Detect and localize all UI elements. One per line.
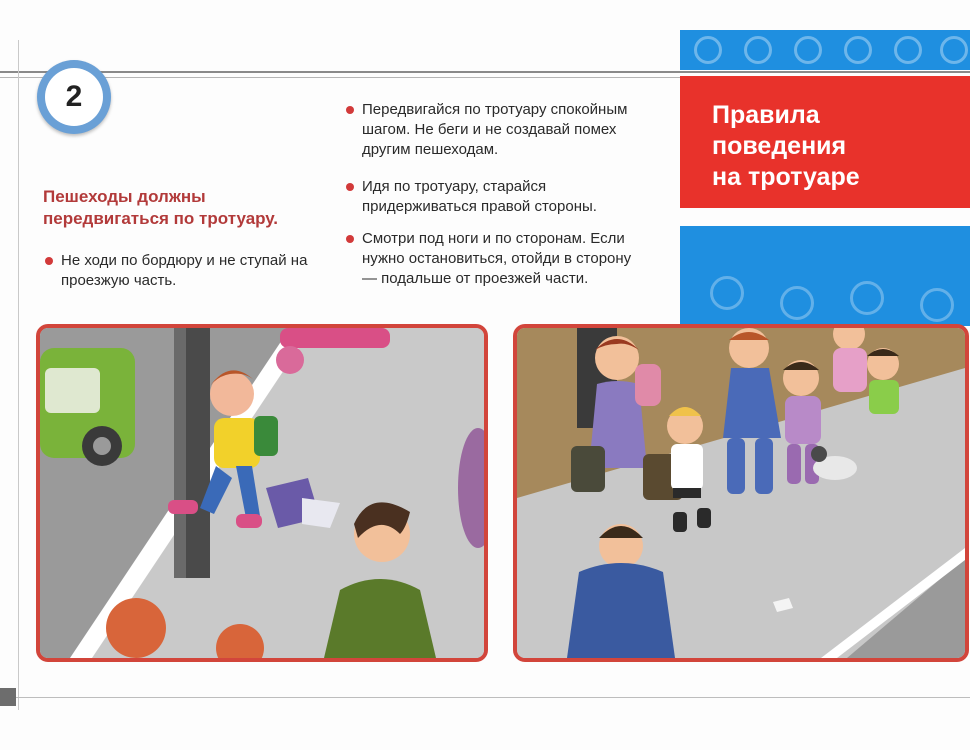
road-sign-icon (940, 36, 968, 64)
lesson-number-badge (37, 60, 111, 134)
bullet-dot-icon (346, 235, 354, 243)
road-sign-icon (744, 36, 772, 64)
section-heading-line: Пешеходы должны (43, 187, 206, 206)
bullet-dot-icon (346, 106, 354, 114)
rule-bullet-text: Передвигайся по тротуару спокойным шагом. Не беги и не создавай помех другим пешеходам. (362, 101, 628, 158)
title-block (680, 76, 970, 208)
left-margin-rule (18, 40, 19, 710)
page-title (712, 100, 860, 193)
road-sign-icon (894, 36, 922, 64)
bullet-dot-icon (45, 257, 53, 265)
section-heading-line: передвигаться по тротуару. (43, 209, 278, 228)
road-sign-icon (780, 286, 814, 320)
rule-bullet-text: Идя по тротуару, старайся придерживаться правой стороны. (362, 178, 597, 215)
header-sign-stripe (680, 30, 970, 70)
bullet-dot-icon (346, 183, 354, 191)
page-title-line: на тротуаре (712, 163, 860, 191)
road-sign-icon (850, 281, 884, 315)
rule-bullet-text: Не ходи по бордюру и не ступай на проезжую часть. (61, 252, 308, 289)
road-sign-icon (694, 36, 722, 64)
rule-bullet-text: Смотри под ноги и по сторонам. Если нужно остановиться, отойди в сторону — подальше от проезжей части. (362, 230, 632, 287)
bottom-corner-mark (0, 688, 16, 706)
bottom-rule (0, 697, 970, 698)
road-sign-icon (710, 276, 744, 310)
road-sign-icon (920, 288, 954, 322)
road-sign-icon (844, 36, 872, 64)
rule-bullet (346, 177, 646, 217)
rule-bullet (346, 100, 646, 160)
page-title-line: поведения (712, 132, 847, 160)
road-sign-icon (794, 36, 822, 64)
decorative-sign-block (680, 226, 970, 326)
page-title-line: Правила (712, 101, 820, 129)
boy-hits-pole-illustration (36, 324, 488, 662)
lesson-number: 2 (45, 68, 103, 126)
rule-bullet (346, 229, 646, 289)
family-walking-on-sidewalk-illustration (513, 324, 969, 662)
section-heading (43, 186, 303, 230)
top-rule (0, 71, 970, 73)
rule-bullet (45, 251, 335, 291)
